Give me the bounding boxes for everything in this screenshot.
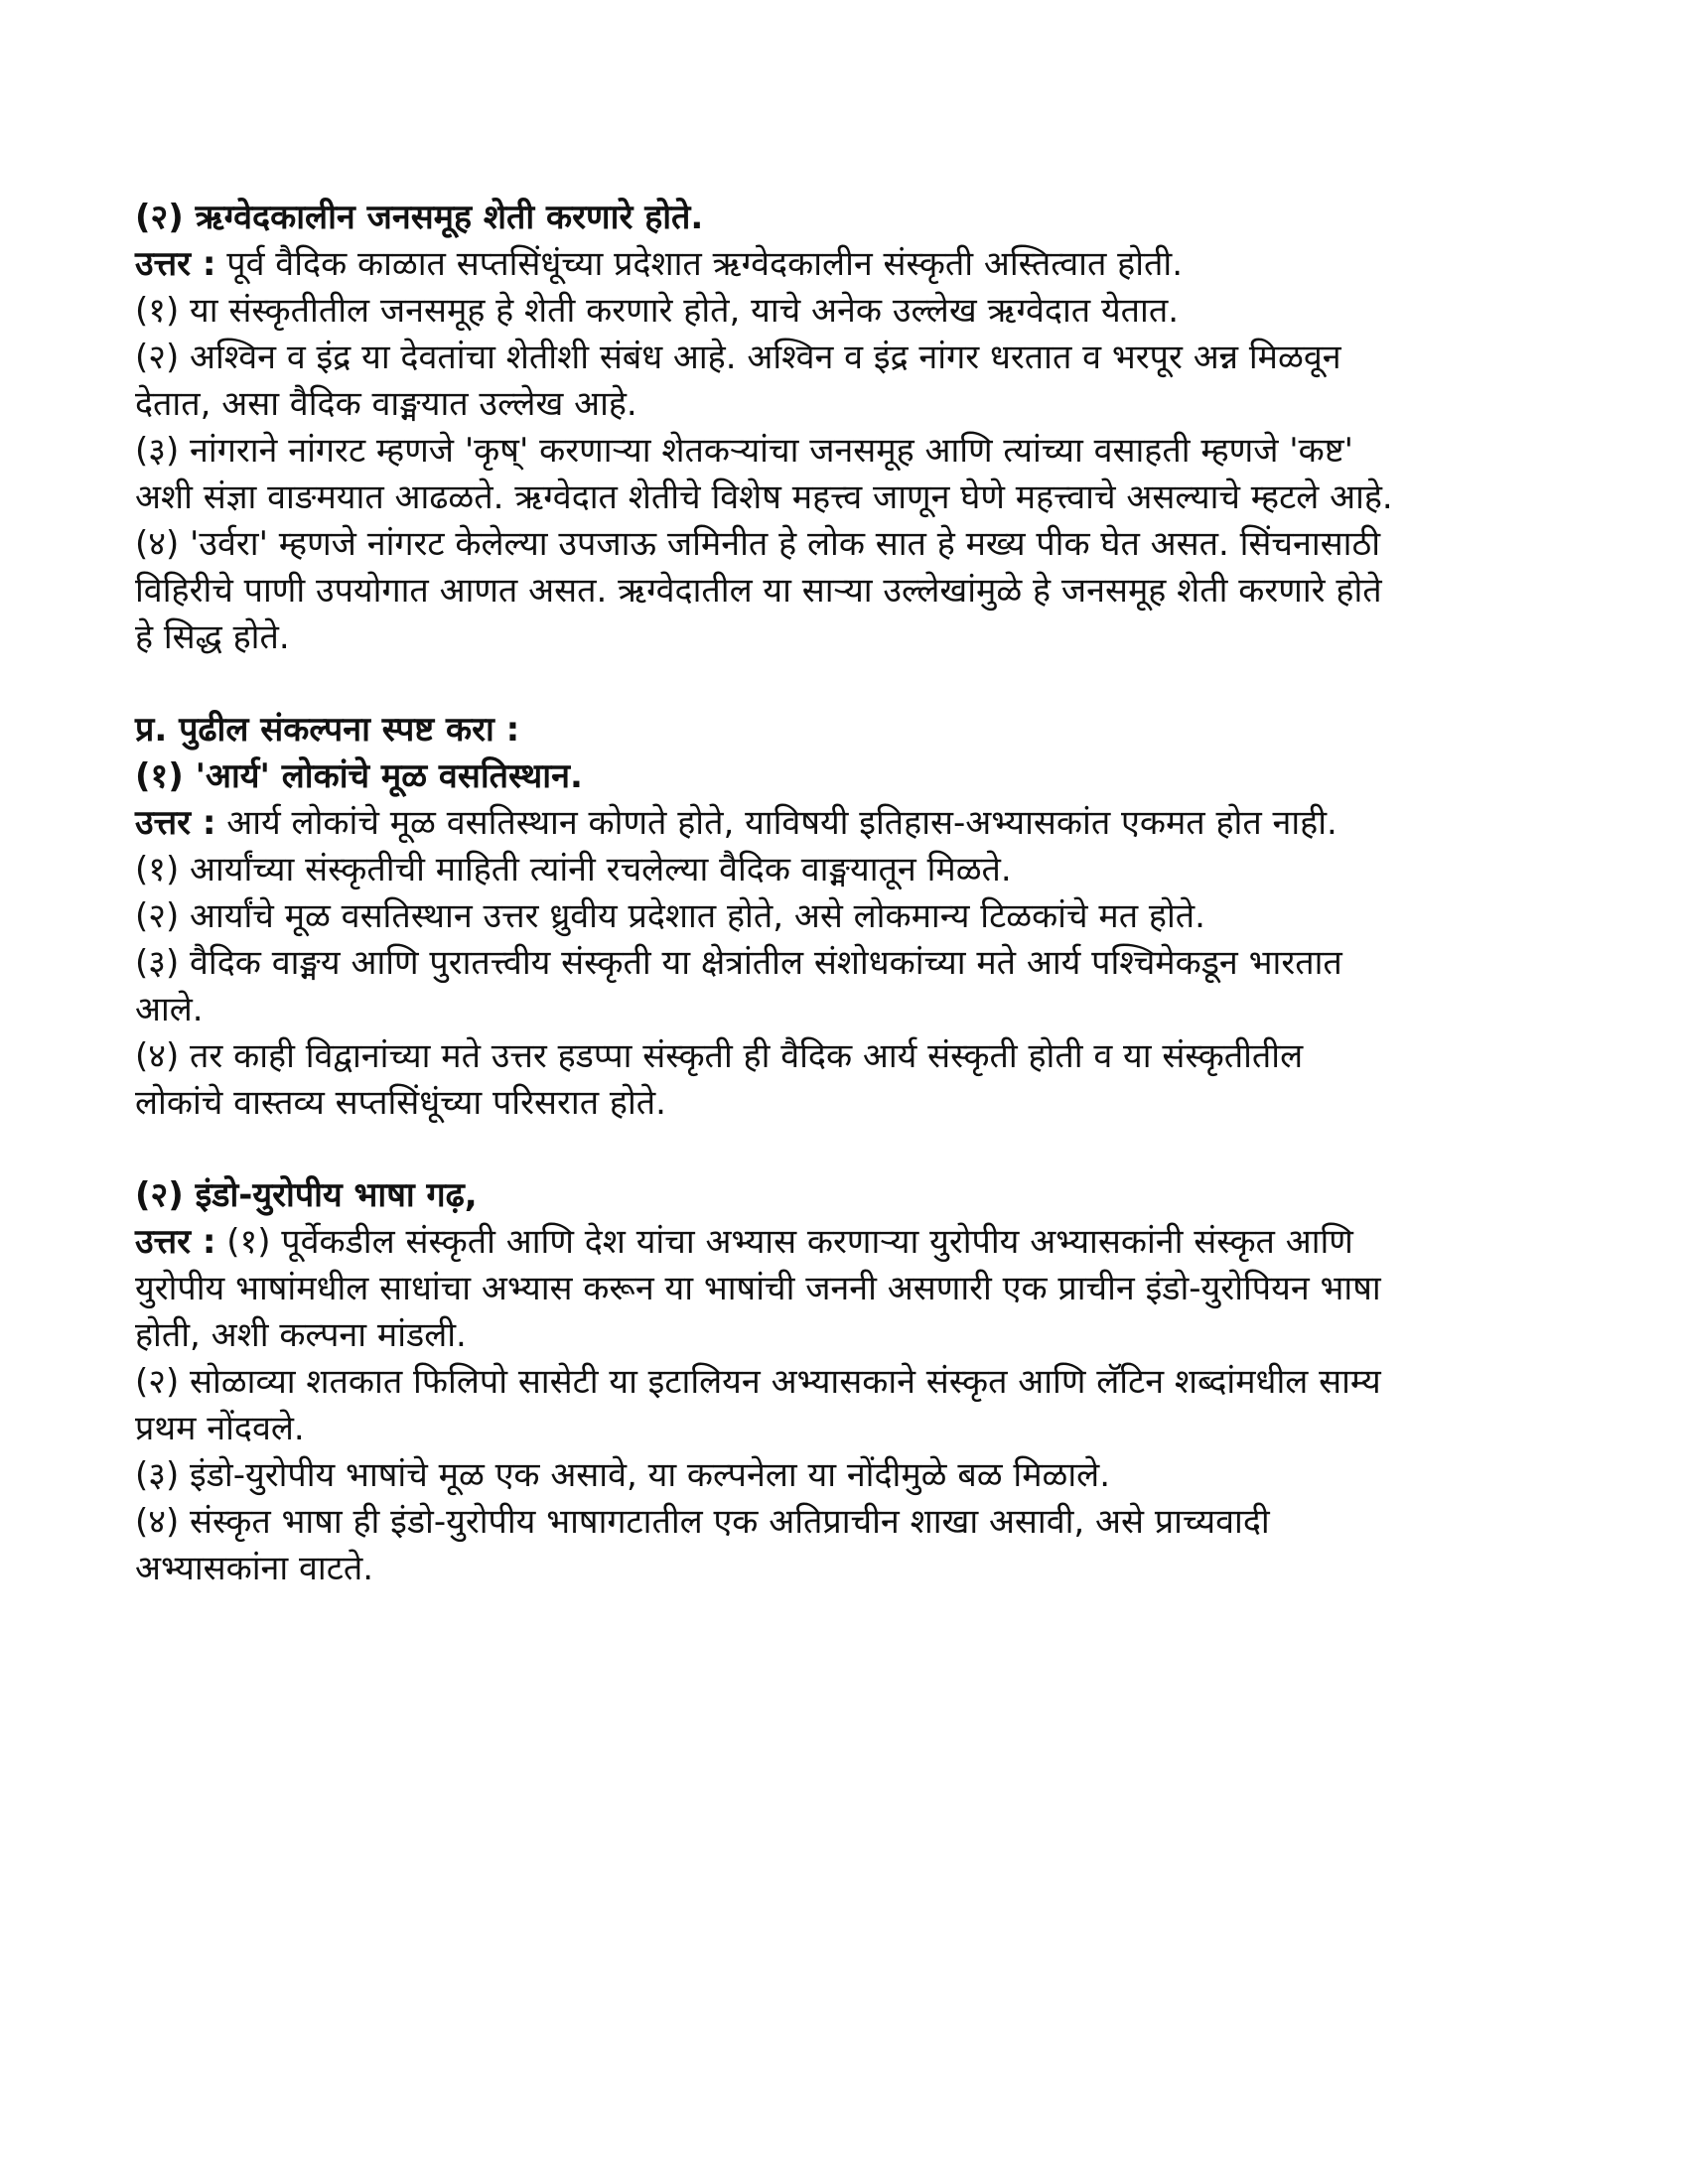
section-aryan-homeland	[135, 707, 1545, 1127]
section-heading: (२) ऋग्वेदकालीन जनसमूह शेती करणारे होते.	[135, 198, 704, 237]
text-line: (३) इंडो-युरोपीय भाषांचे मूळ एक असावे, या कल्पनेला या नोंदीमुळे बळ मिळाले.	[135, 1455, 1111, 1495]
text-line: देतात, असा वैदिक वाङ्मयात उल्लेख आहे.	[135, 384, 637, 424]
section-indo-european-language	[135, 1172, 1545, 1592]
answer-label: उत्तर :	[135, 1222, 216, 1262]
text-line: आले.	[135, 990, 204, 1029]
text-line: (४) संस्कृत भाषा ही इंडो-युरोपीय भाषागटातील एक अतिप्राचीन शाखा असावी, असे प्राच्यवादी	[135, 1502, 1270, 1542]
text-line: अशी संज्ञा वाङमयात आढळते. ऋग्वेदात शेतीचे विशेष महत्त्व जाणून घेणे महत्त्वाचे असल्याचे म्हटले आहे.	[135, 478, 1393, 517]
text-line: (३) नांगराने नांगरट म्हणजे 'कृष्' करणाऱ्या शेतकऱ्यांचा जनसमूह आणि त्यांच्या वसाहती म्हणजे 'कष्ट'	[135, 431, 1353, 471]
section-rigvedic-agriculture	[135, 195, 1545, 661]
text-line: होती, अशी कल्पना मांडली.	[135, 1315, 467, 1355]
answer-line	[135, 1219, 1545, 1266]
answer-line	[135, 800, 1545, 847]
document-page	[135, 195, 1545, 1592]
section-heading: (१) 'आर्य' लोकांचे मूळ वसतिस्थान.	[135, 756, 583, 796]
text-line: (४) 'उर्वरा' म्हणजे नांगरट केलेल्या उपजाऊ जमिनीत हे लोक सात हे मख्य पीक घेत असत. सिंचनासाठी	[135, 524, 1381, 564]
text-line: विहिरीचे पाणी उपयोगात आणत असत. ऋग्वेदातील या साऱ्या उल्लेखांमुळे हे जनसमूह शेती करणारे होते	[135, 571, 1382, 611]
text-line: (३) वैदिक वाङ्मय आणि पुरातत्त्वीय संस्कृती या क्षेत्रांतील संशोधकांच्या मते आर्य पश्चिमेकडून भारतात	[135, 943, 1342, 983]
text-line: (२) आर्यांचे मूळ वसतिस्थान उत्तर ध्रुवीय प्रदेशात होते, असे लोकमान्य टिळकांचे मत होते.	[135, 896, 1205, 936]
text-line: (१) आर्यांच्या संस्कृतीची माहिती त्यांनी रचलेल्या वैदिक वाङ्मयातून मिळते.	[135, 850, 1012, 889]
text-line: (२) अश्विन व इंद्र या देवतांचा शेतीशी संबंध आहे. अश्विन व इंद्र नांगर धरतात व भरपूर अन्न मिळवून	[135, 338, 1341, 377]
text-line: (४) तर काही विद्वानांच्या मते उत्तर हडप्पा संस्कृती ही वैदिक आर्य संस्कृती होती व या संस्कृतीतील	[135, 1036, 1304, 1076]
text-line: (२) सोळाव्या शतकात फिलिपो सासेटी या इटालियन अभ्यासकाने संस्कृत आणि लॅटिन शब्दांमधील साम्य	[135, 1362, 1381, 1402]
answer-text: (१) पूर्वेकडील संस्कृती आणि देश यांचा अभ्यास करणाऱ्या युरोपीय अभ्यासकांनी संस्कृत आणि	[215, 1222, 1353, 1262]
text-line: लोकांचे वास्तव्य सप्तसिंधूंच्या परिसरात होते.	[135, 1083, 666, 1123]
section-heading: (२) इंडो-युरोपीय भाषा गढ़,	[135, 1175, 478, 1215]
text-line: अभ्यासकांना वाटते.	[135, 1549, 374, 1588]
answer-text: पूर्व वैदिक काळात सप्तसिंधूंच्या प्रदेशात ऋग्वेदकालीन संस्कृती अस्तित्वात होती.	[215, 244, 1184, 284]
answer-label: उत्तर :	[135, 244, 216, 284]
answer-text: आर्य लोकांचे मूळ वसतिस्थान कोणते होते, याविषयी इतिहास-अभ्यासकांत एकमत होत नाही.	[215, 803, 1337, 843]
text-line: प्रथम नोंदवले.	[135, 1409, 305, 1448]
question-heading: प्र. पुढील संकल्पना स्पष्ट करा :	[135, 710, 520, 750]
answer-label: उत्तर :	[135, 803, 216, 843]
answer-line	[135, 241, 1545, 288]
text-line: युरोपीय भाषांमधील साधांचा अभ्यास करून या भाषांची जननी असणारी एक प्राचीन इंडो-युरोपियन भाषा	[135, 1269, 1381, 1308]
text-line: (१) या संस्कृतीतील जनसमूह हे शेती करणारे होते, याचे अनेक उल्लेख ऋग्वेदात येतात.	[135, 291, 1180, 331]
text-line: हे सिद्ध होते.	[135, 617, 290, 657]
